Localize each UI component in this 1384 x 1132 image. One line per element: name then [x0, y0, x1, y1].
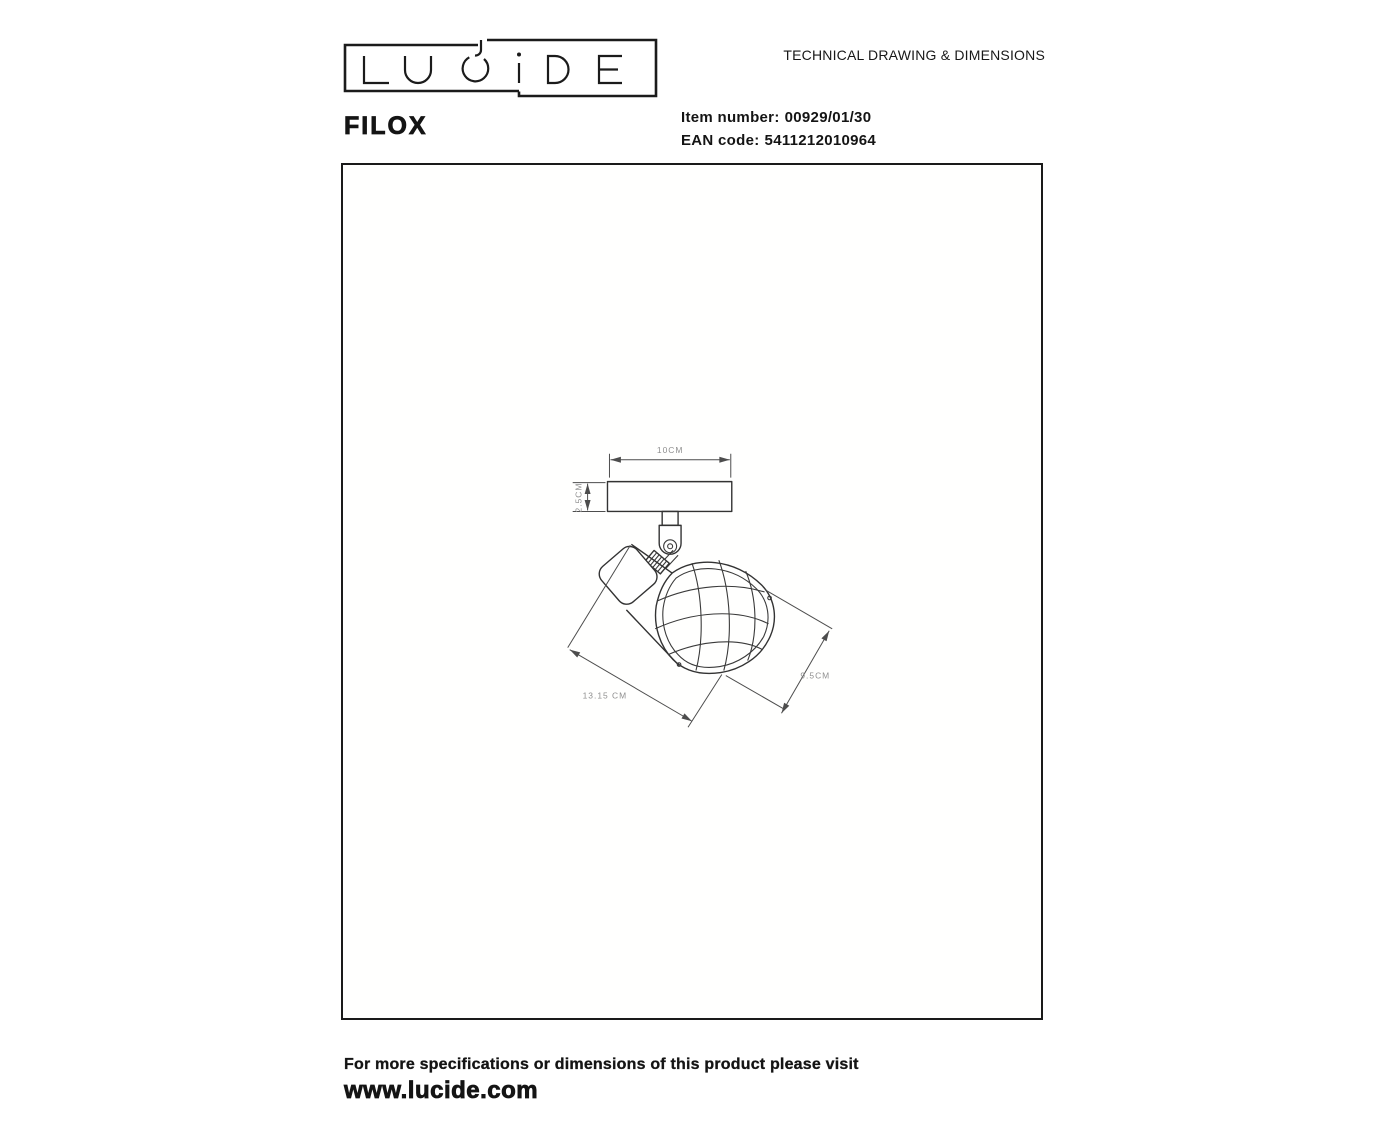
cage-outer-rim: [656, 562, 775, 673]
cage: [655, 560, 774, 673]
doc-title: TECHNICAL DRAWING & DIMENSIONS: [783, 47, 1045, 63]
dimension-plate-width: [609, 445, 730, 478]
dimension-cage-depth: [726, 590, 832, 713]
footer-note: For more specifications or dimensions of this product please visit: [344, 1056, 859, 1073]
dim-label-plate-height: 2.5CM: [573, 482, 584, 513]
logo-hook: [475, 40, 481, 56]
item-number-label: Item number:: [681, 109, 780, 126]
logo-letters: [364, 40, 622, 83]
dimension-plate-height: [573, 483, 606, 513]
item-number-value: 00929/01/30: [784, 109, 872, 126]
lucide-logo: [340, 36, 662, 100]
item-number-row: [681, 106, 876, 129]
logo-frame: [345, 40, 656, 96]
mounting-plate: [607, 482, 731, 512]
technical-drawing: [343, 165, 1041, 1018]
product-meta: [681, 106, 876, 152]
drawing-frame: [341, 163, 1043, 1020]
website-link[interactable]: www.lucide.com: [344, 1077, 539, 1104]
product-name: FILOX: [344, 112, 428, 140]
ean-row: [681, 129, 876, 152]
dim-label-plate-width: 10CM: [656, 444, 684, 455]
dim-label-body-length: 13.15 CM: [582, 690, 628, 701]
dim-label-cage-depth: 9.5CM: [800, 670, 831, 681]
ean-value: 5411212010964: [764, 132, 877, 149]
ean-label: EAN code:: [681, 132, 760, 149]
